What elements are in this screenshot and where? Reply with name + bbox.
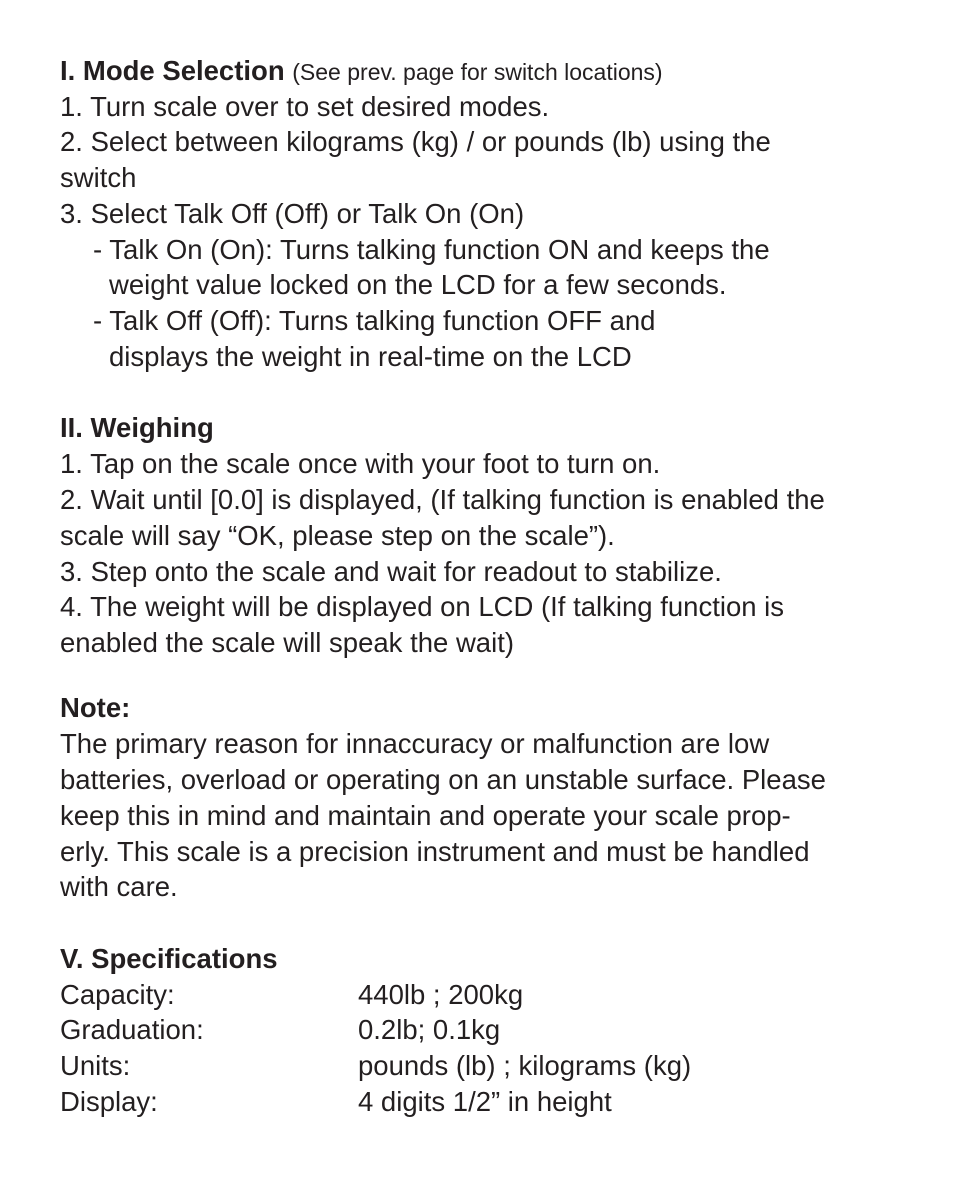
mode-step-1: 1. Turn scale over to set desired modes. — [60, 91, 550, 122]
spec-row-units — [60, 1048, 692, 1084]
note-line-3: keep this in mind and maintain and operate your scale prop- — [60, 800, 791, 831]
spec-value: 0.2lb; 0.1kg — [358, 1014, 501, 1045]
note-line-4: erly. This scale is a precision instrument and must be handled — [60, 836, 810, 867]
talk-off-line-1: - Talk Off (Off): Turns talking function OFF and — [93, 305, 656, 336]
spec-label: Graduation: — [60, 1014, 204, 1045]
mode-heading: I. Mode Selection — [60, 55, 285, 86]
spec-label: Display: — [60, 1086, 158, 1117]
spec-row-display — [60, 1084, 612, 1120]
talk-on-line-2: weight value locked on the LCD for a few seconds. — [109, 269, 727, 300]
mode-heading-line — [60, 53, 663, 90]
spec-row-capacity — [60, 977, 524, 1013]
spec-value: 4 digits 1/2” in height — [358, 1086, 612, 1117]
spec-value: pounds (lb) ; kilograms (kg) — [358, 1050, 692, 1081]
spec-row-graduation — [60, 1012, 501, 1048]
mode-step-2b: switch — [60, 162, 137, 193]
note-heading: Note: — [60, 692, 131, 723]
specs-heading: V. Specifications — [60, 943, 278, 974]
spec-value: 440lb ; 200kg — [358, 979, 524, 1010]
weighing-step-2b: scale will say “OK, please step on the scale”). — [60, 520, 615, 551]
note-line-5: with care. — [60, 871, 178, 902]
weighing-step-3: 3. Step onto the scale and wait for readout to stabilize. — [60, 556, 722, 587]
weighing-step-4a: 4. The weight will be displayed on LCD (If talking function is — [60, 591, 785, 622]
weighing-step-1: 1. Tap on the scale once with your foot to turn on. — [60, 448, 661, 479]
spec-label: Units: — [60, 1050, 131, 1081]
weighing-step-4b: enabled the scale will speak the wait) — [60, 627, 515, 658]
spec-label: Capacity: — [60, 979, 175, 1010]
weighing-heading: II. Weighing — [60, 412, 214, 443]
mode-step-3: 3. Select Talk Off (Off) or Talk On (On) — [60, 198, 525, 229]
mode-heading-note: (See prev. page for switch locations) — [292, 59, 663, 85]
mode-step-2a: 2. Select between kilograms (kg) / or pounds (lb) using the — [60, 126, 771, 157]
talk-off-line-2: displays the weight in real-time on the LCD — [109, 341, 632, 372]
note-line-1: The primary reason for innaccuracy or malfunction are low — [60, 728, 770, 759]
note-line-2: batteries, overload or operating on an unstable surface. Please — [60, 764, 826, 795]
talk-on-line-1: - Talk On (On): Turns talking function ON and keeps the — [93, 234, 770, 265]
weighing-step-2a: 2. Wait until [0.0] is displayed, (If talking function is enabled the — [60, 484, 825, 515]
